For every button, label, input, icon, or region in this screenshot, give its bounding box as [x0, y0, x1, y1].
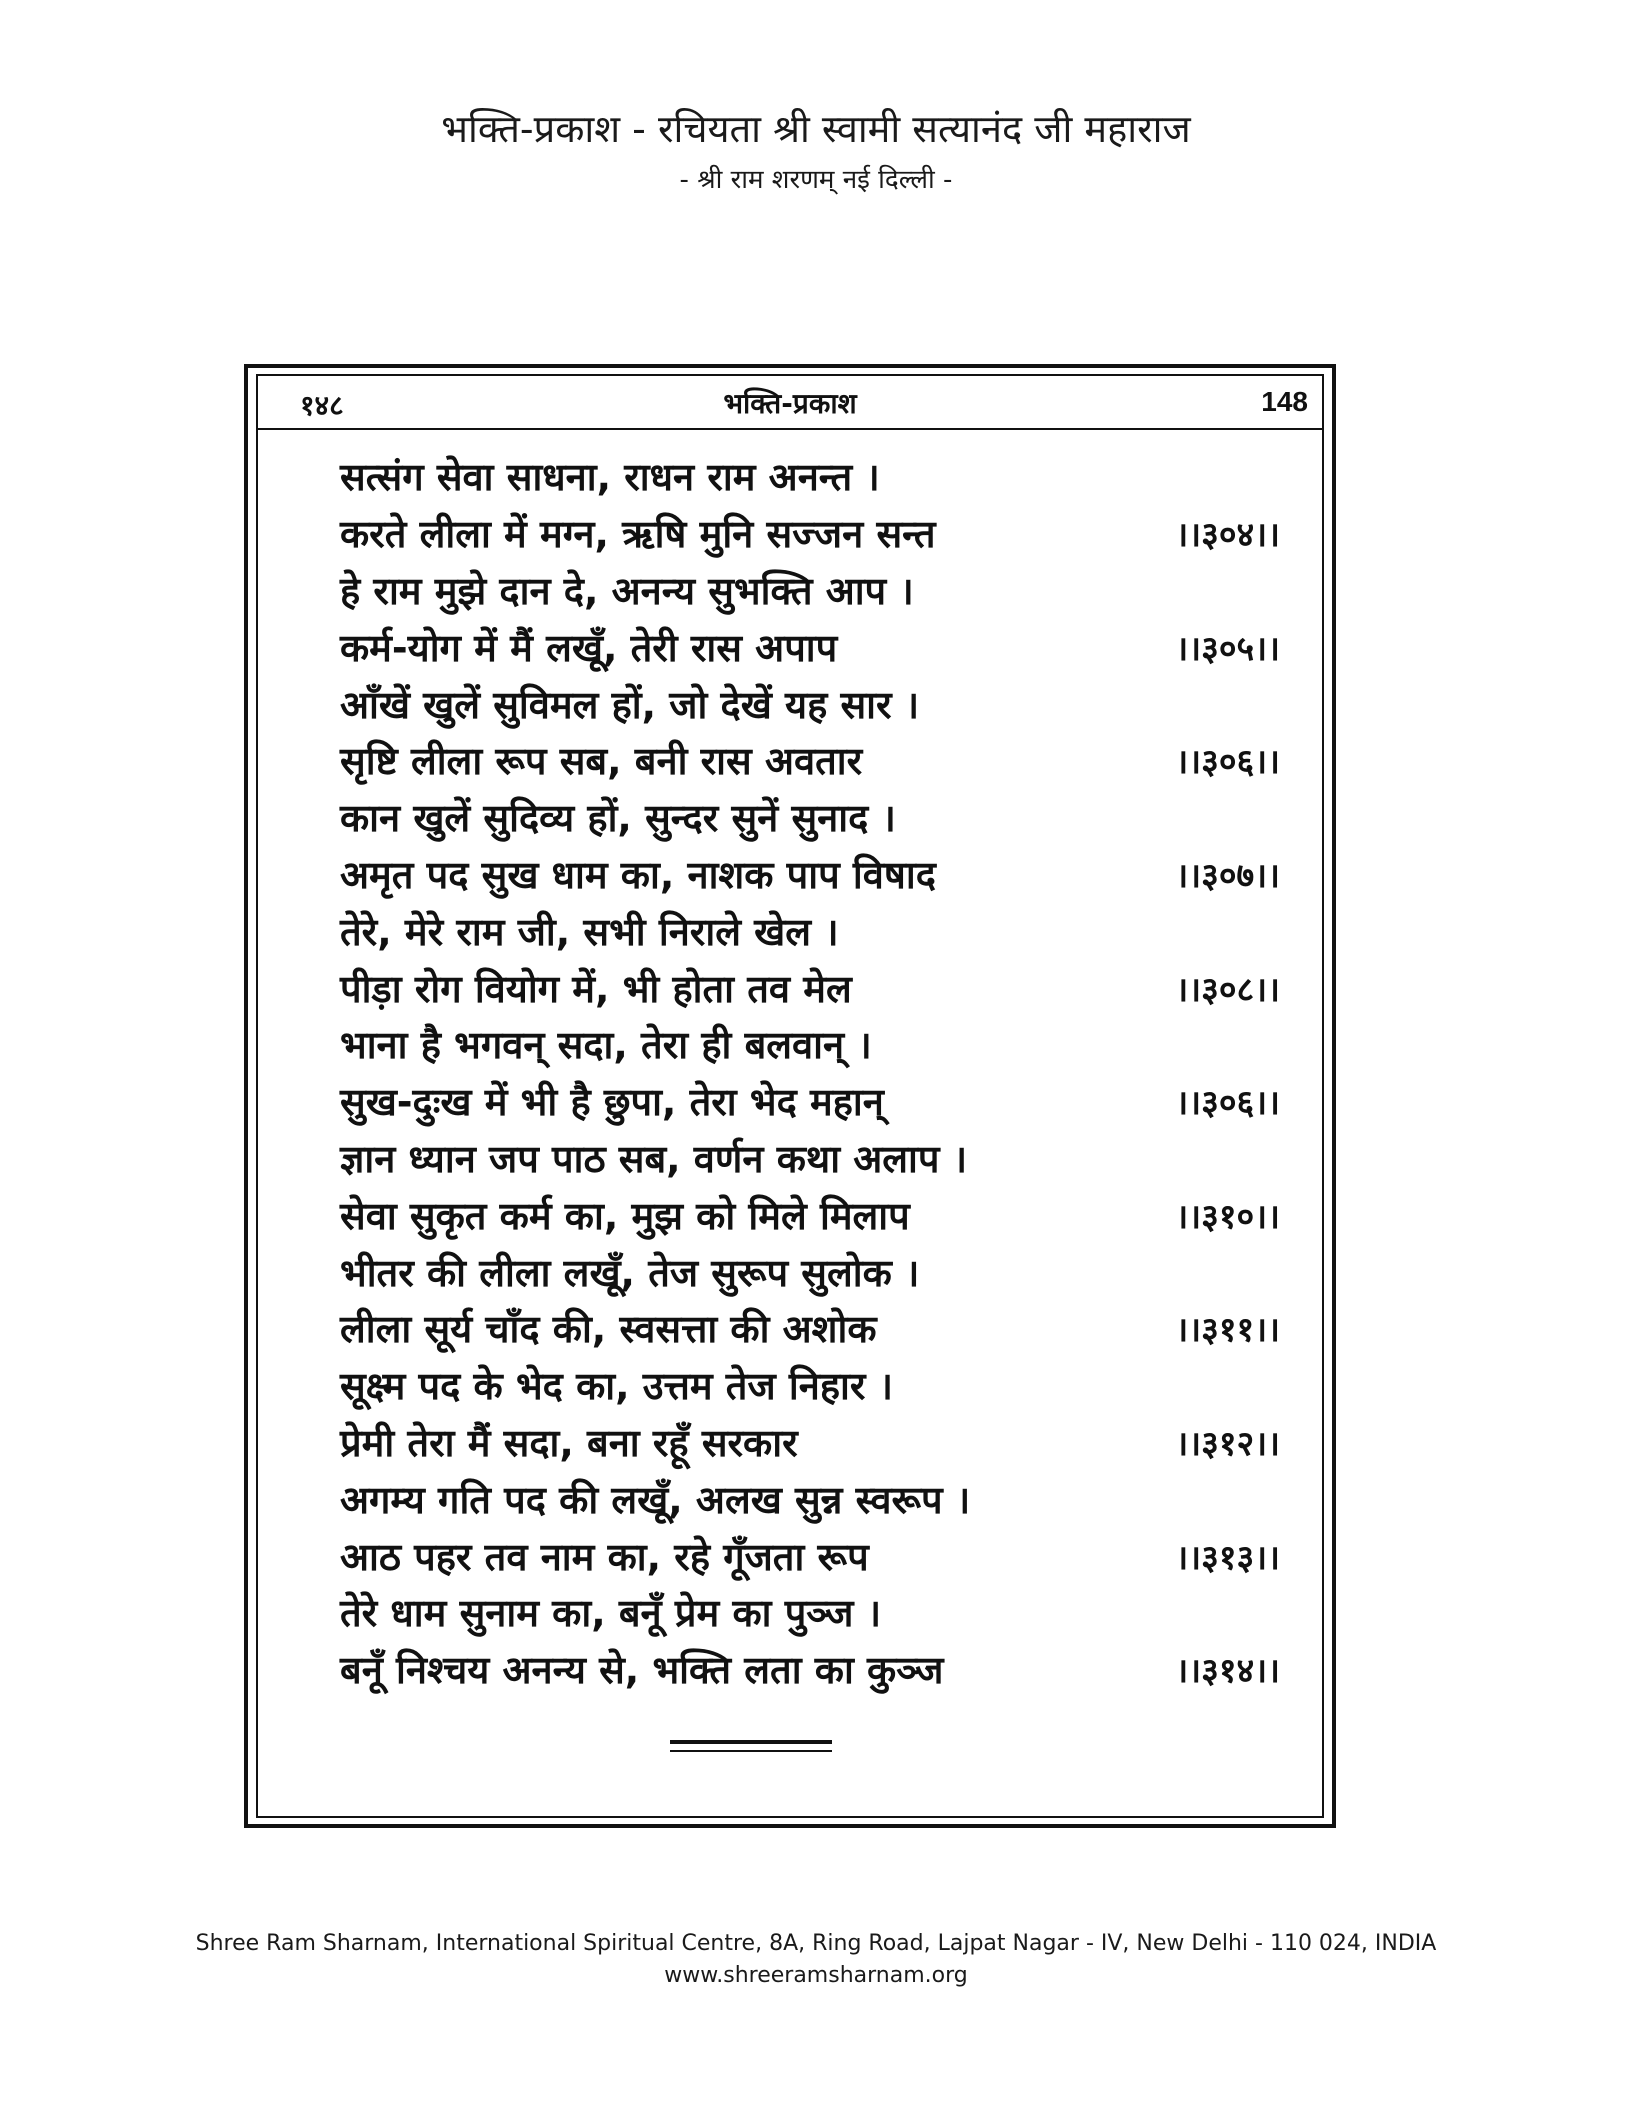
verse-text: आँखें खुलें सुविमल हों, जो देखें यह सार । [340, 682, 920, 727]
verse-line [340, 959, 1280, 1016]
end-rule [670, 1740, 832, 1744]
verse-line [340, 1130, 1280, 1187]
verse-text: पीड़ा रोग वियोग में, भी होता तव मेल [340, 966, 852, 1011]
header-title: भक्ति-प्रकाश - रचियता श्री स्वामी सत्यानंद जी महाराज [441, 107, 1191, 151]
verse-text: लीला सूर्य चाँद की, स्वसत्ता की अशोक [340, 1307, 877, 1352]
page-number: 148 [1261, 386, 1308, 417]
verse-line [340, 1357, 1280, 1414]
verse-number: ।।३०७।। [1175, 855, 1280, 896]
verse-text: सृष्टि लीला रूप सब, बनी रास अवतार [340, 739, 863, 784]
verse-line [340, 1300, 1280, 1357]
page-header [0, 104, 1632, 200]
verse-line [340, 1527, 1280, 1584]
verse-number: ।।३०६।। [1175, 742, 1280, 783]
verse-number: ।।३०८।। [1175, 969, 1280, 1010]
verse-text: सत्संग सेवा साधना, राधन राम अनन्त । [340, 455, 880, 500]
verse-block [340, 448, 1280, 1698]
page-footer [0, 1928, 1632, 1992]
verse-line [340, 1584, 1280, 1641]
verse-text: सूक्ष्म पद के भेद का, उत्तम तेज निहार । [340, 1364, 894, 1409]
verse-text: सेवा सुकृत कर्म का, मुझ को मिले मिलाप [340, 1193, 910, 1238]
verse-line [340, 618, 1280, 675]
verse-text: ज्ञान ध्यान जप पाठ सब, वर्णन कथा अलाप । [340, 1136, 968, 1181]
verse-text: अमृत पद सुख धाम का, नाशक पाप विषाद [340, 852, 936, 897]
verse-text: भाना है भगवन् सदा, तेरा ही बलवान् । [340, 1023, 872, 1068]
verse-line [340, 902, 1280, 959]
verse-text: तेरे धाम सुनाम का, बनूँ प्रेम का पुञ्ज । [340, 1591, 882, 1636]
verse-line [340, 789, 1280, 846]
verse-text: तेरे, मेरे राम जी, सभी निराले खेल । [340, 909, 839, 954]
running-title: भक्ति-प्रकाश [723, 387, 857, 420]
running-head [258, 380, 1322, 430]
verse-line [340, 505, 1280, 562]
header-subtitle: - श्री राम शरणम् नई दिल्ली - [679, 165, 953, 195]
verse-text: बनूँ निश्चय अनन्य से, भक्ति लता का कुञ्ज [340, 1648, 944, 1693]
verse-line [340, 675, 1280, 732]
verse-text: हे राम मुझे दान दे, अनन्य सुभक्ति आप । [340, 568, 914, 613]
verse-line [340, 1016, 1280, 1073]
verse-line [340, 1470, 1280, 1527]
verse-text: कान खुलें सुदिव्य हों, सुन्दर सुनें सुनाद । [340, 796, 896, 841]
verse-text: प्रेमी तेरा मैं सदा, बना रहूँ सरकार [340, 1420, 798, 1465]
verse-number: ।।३११।। [1175, 1310, 1280, 1351]
verse-number: ।।३१३।। [1175, 1537, 1280, 1578]
verse-line [340, 1243, 1280, 1300]
verse-text: आठ पहर तव नाम का, रहे गूँजता रूप [340, 1534, 869, 1579]
verse-text: कर्म-योग में मैं लखूँ, तेरी रास अपाप [340, 625, 838, 670]
end-rule-thin [670, 1750, 832, 1752]
verse-number: ।।३१४।। [1175, 1651, 1280, 1692]
footer-website-link[interactable]: www.shreeramsharnam.org [664, 1963, 968, 1988]
verse-number: ।।३१२।। [1175, 1423, 1280, 1464]
verse-text: सुख-दुःख में भी है छुपा, तेरा भेद महान् [340, 1080, 884, 1125]
verse-line [340, 562, 1280, 619]
verse-text: करते लीला में मग्न, ऋषि मुनि सज्जन सन्त [340, 512, 936, 557]
verse-text: भीतर की लीला लखूँ, तेज सुरूप सुलोक । [340, 1250, 920, 1295]
verse-line [340, 732, 1280, 789]
verse-line [340, 1414, 1280, 1471]
verse-line [340, 846, 1280, 903]
verse-number: ।।३०५।। [1175, 628, 1280, 669]
verse-number: ।।३०६।। [1175, 1083, 1280, 1124]
verse-line [340, 448, 1280, 505]
page-number-devanagari: १४८ [300, 389, 344, 422]
verse-line [340, 1073, 1280, 1130]
footer-address: Shree Ram Sharnam, International Spiritual Centre, 8A, Ring Road, Lajpat Nagar - IV, New Delhi - 110 024, INDIA [195, 1931, 1437, 1956]
verse-number: ।।३१०।। [1175, 1196, 1280, 1237]
verse-line [340, 1641, 1280, 1698]
verse-number: ।।३०४।। [1175, 515, 1280, 556]
verse-text: अगम्य गति पद की लखूँ, अलख सुन्न स्वरूप । [340, 1477, 971, 1522]
verse-line [340, 1186, 1280, 1243]
